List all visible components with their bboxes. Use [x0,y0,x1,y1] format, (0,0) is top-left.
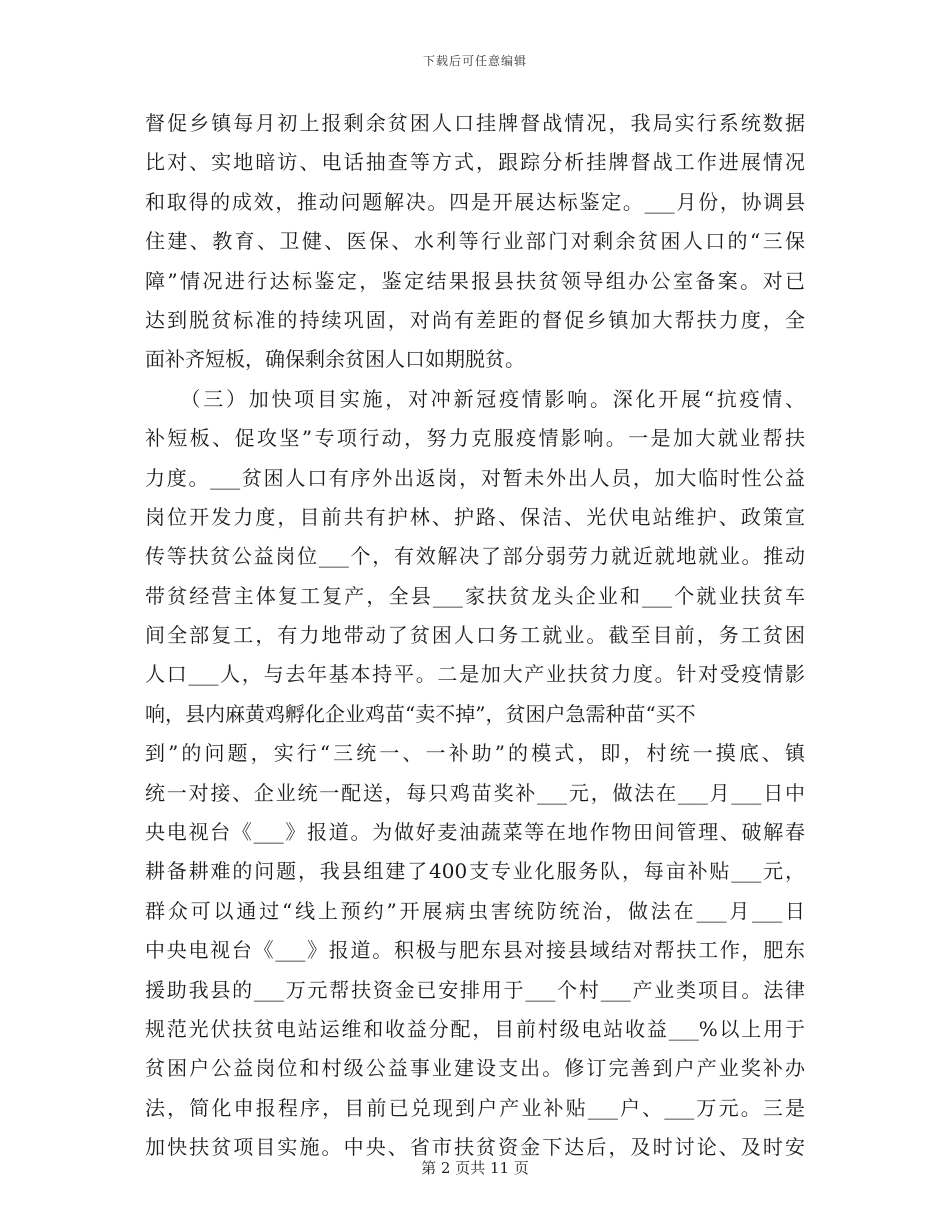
text-line: 比对、实地暗访、电话抽查等方式，跟踪分析挂牌督战工作进展情况 [145,150,805,175]
text-line: 贫困户公益岗位和村级公益事业建设支出。修订完善到户产业奖补办 [145,1056,805,1081]
text-line: 加快扶贫项目实施。中央、省市扶贫资金下达后，及时讨论、及时安 [145,1135,805,1160]
text-line: 规范光伏扶贫电站运维和收益分配，目前村级电站收益___%以上用于 [145,1016,805,1041]
text-line: 央电视台《___》报道。为做好麦油蔬菜等在地作物田间管理、破解春 [145,820,805,845]
text-line: 援助我县的___万元帮扶资金已安排用于___个村___产业类项目。法律 [145,977,805,1002]
text-line: 和取得的成效，推动问题解决。四是开展达标鉴定。___月份，协调县 [145,189,805,214]
text-line: （三）加快项目实施，对冲新冠疫情影响。深化开展“抗疫情、 [145,386,805,411]
text-line: 达到脱贫标准的持续巩固，对尚有差距的督促乡镇加大帮扶力度，全 [145,307,805,332]
text-line: 统一对接、企业统一配送，每只鸡苗奖补___元，做法在___月___日中 [145,780,805,805]
text-line: 力度。___贫困人口有序外出返岗，对暂未外出人员，加大临时性公益 [145,465,805,490]
text-line: 中央电视台《___》报道。积极与肥东县对接县域结对帮扶工作，肥东 [145,938,805,963]
text-line: 岗位开发力度，目前共有护林、护路、保洁、光伏电站维护、政策宣 [145,504,805,529]
text-line: 间全部复工，有力地带动了贫困人口务工就业。截至目前，务工贫困 [145,623,805,648]
text-line: 响，县内麻黄鸡孵化企业鸡苗“卖不掉”，贫困户急需种苗“买不 [145,701,696,726]
text-line: 障”情况进行达标鉴定，鉴定结果报县扶贫领导组办公室备案。对已 [145,268,805,293]
text-line: 人口___人，与去年基本持平。二是加大产业扶贫力度。针对受疫情影 [145,662,805,687]
text-line: 群众可以通过“线上预约”开展病虫害统防统治，做法在___月___日 [145,898,805,923]
text-line: 带贫经营主体复工复产，全县___家扶贫龙头企业和___个就业扶贫车 [145,583,805,608]
text-line: 法，简化申报程序，目前已兑现到户产业补贴___户、___万元。三是 [145,1095,805,1120]
text-line: 住建、教育、卫健、医保、水利等行业部门对剩余贫困人口的“三保 [145,229,805,254]
document-body [145,104,805,1168]
text-line: 督促乡镇每月初上报剩余贫困人口挂牌督战情况，我局实行系统数据 [145,111,805,135]
page-number: 第 2 页共 11 页 [421,1159,529,1177]
text-line: 补短板、促攻坚”专项行动，努力克服疫情影响。一是加大就业帮扶 [145,426,805,451]
text-line: 传等扶贫公益岗位___个，有效解决了部分弱劳力就近就地就业。推动 [145,544,805,569]
text-line: 耕备耕难的问题，我县组建了400支专业化服务队，每亩补贴___元， [145,859,805,884]
text-line: 到”的问题，实行“三统一、一补助”的模式，即，村统一摸底、镇 [145,741,805,766]
text-line: 面补齐短板，确保剩余贫困人口如期脱贫。 [145,347,525,372]
page-header: 下载后可任意编辑 [422,54,527,68]
